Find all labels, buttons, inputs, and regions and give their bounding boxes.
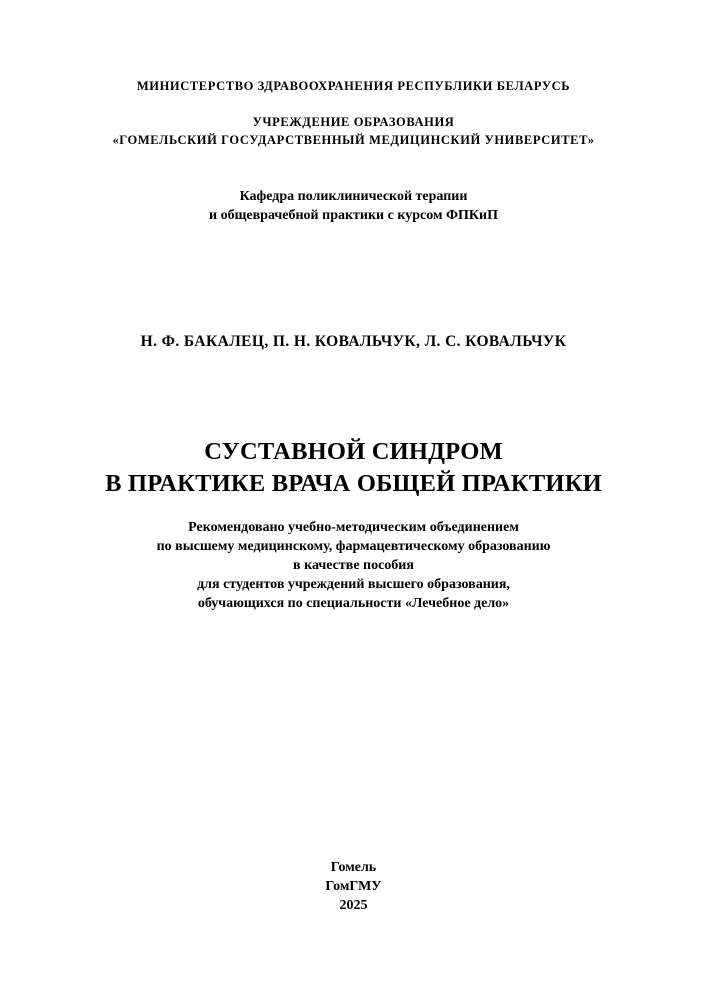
recommendation-line-3: в качестве пособия [293, 558, 414, 573]
recommendation-line-1: Рекомендовано учебно-методическим объединением [188, 520, 519, 535]
ministry-line: МИНИСТЕРСТВО ЗДРАВООХРАНЕНИЯ РЕСПУБЛИКИ БЕЛАРУСЬ [136, 79, 571, 93]
imprint-year: 2025 [339, 898, 368, 913]
recommendation-line-4: для студентов учреждений высшего образования, [197, 577, 510, 592]
institution-type-line: УЧРЕЖДЕНИЕ ОБРАЗОВАНИЯ [252, 115, 455, 129]
book-title-line-2: В ПРАКТИКЕ ВРАЧА ОБЩЕЙ ПРАКТИКИ [105, 470, 602, 497]
institution-name-line: «ГОМЕЛЬСКИЙ ГОСУДАРСТВЕННЫЙ МЕДИЦИНСКИЙ УНИВЕРСИТЕТ» [112, 133, 595, 147]
recommendation-line-5: обучающихся по специальности «Лечебное дело» [197, 596, 510, 611]
authors-line: Н. Ф. БАКАЛЕЦ, П. Н. КОВАЛЬЧУК, Л. С. КОВАЛЬЧУК [140, 333, 567, 350]
imprint-city: Гомель [330, 860, 377, 875]
imprint-publisher: ГомГМУ [325, 879, 382, 894]
recommendation-line-2: по высшему медицинскому, фармацевтическому образованию [156, 539, 551, 554]
department-line-1: Кафедра поликлинической терапии [239, 189, 468, 204]
book-title-line-1: СУСТАВНОЙ СИНДРОМ [204, 438, 503, 465]
department-line-2: и общеврачебной практики с курсом ФПКиП [209, 208, 498, 223]
